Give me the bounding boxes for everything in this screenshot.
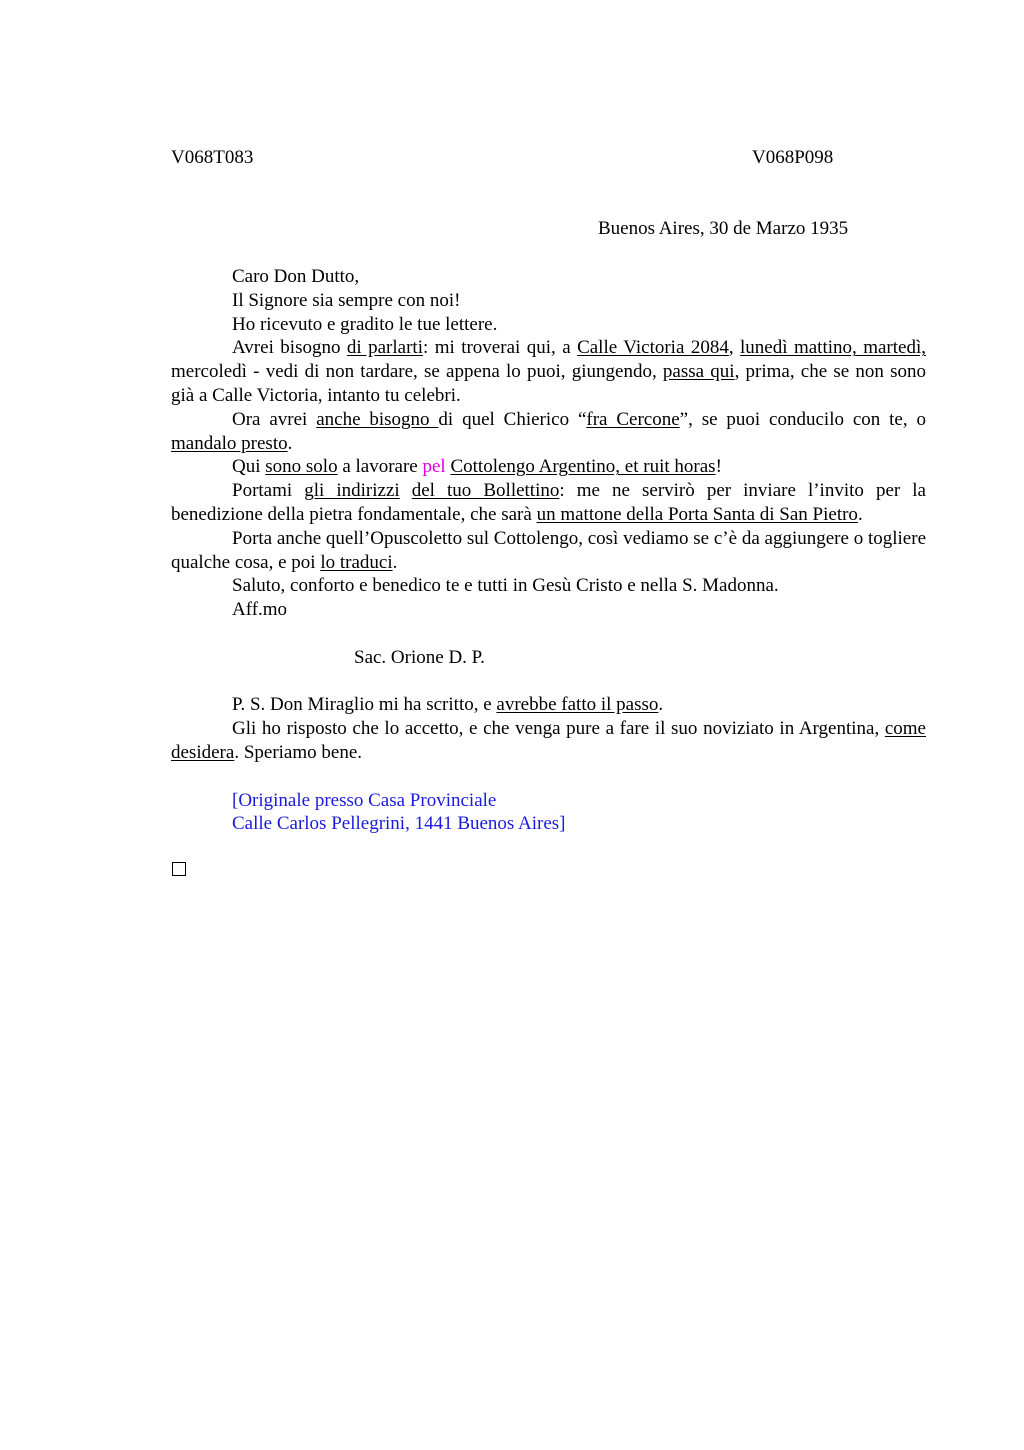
underlined-phrase: come desidera <box>171 718 926 763</box>
paragraph-addresses <box>171 479 926 527</box>
underlined-name: fra Cercone <box>586 408 680 430</box>
underlined-phrase: del tuo Bollettino <box>411 480 560 502</box>
underlined-phrase: anche bisogno <box>316 408 439 430</box>
spacer <box>171 765 926 789</box>
greeting-line: Saluto, conforto e benedico te e tutti in Gesù Cristo e nella S. Madonna. <box>232 575 779 597</box>
text-run: , <box>728 337 741 359</box>
underlined-phrase: di parlarti <box>346 337 423 359</box>
underlined-phrase: passa qui <box>662 361 735 383</box>
spacer <box>171 622 926 646</box>
signature: Sac. Orione D. P. <box>354 646 485 668</box>
underlined-days: lunedì mattino, martedì, <box>740 337 926 359</box>
received-line: Ho ricevuto e gradito le tue lettere. <box>232 313 498 335</box>
postscript-line1 <box>171 693 926 717</box>
underlined-phrase: sono solo <box>265 456 338 478</box>
text-run: . <box>658 694 664 716</box>
paragraph-meeting <box>171 336 926 407</box>
paragraph-booklet <box>171 527 926 575</box>
document-code-left: V068T083 <box>171 147 254 168</box>
text-run: . <box>287 432 293 454</box>
text-run: Porta anche quell’Opuscoletto sul Cottolengo, così vediamo se c’è da aggiungere o togliere qualche cosa, e poi <box>171 527 926 573</box>
underlined-address: Calle Victoria 2084 <box>577 337 729 359</box>
highlighted-word: pel <box>422 456 446 478</box>
text-run: Gli ho risposto che lo accetto, e che venga pure a fare il suo noviziato in Argentina, <box>232 718 885 740</box>
text-run: . <box>857 503 863 525</box>
paragraph-cleric <box>171 408 926 456</box>
letter-body <box>171 265 926 836</box>
underlined-phrase: avrebbe fatto il passo <box>496 694 659 716</box>
text-run: Avrei bisogno <box>232 337 347 359</box>
text-run: a lavorare <box>337 456 423 478</box>
text-run: : mi troverai qui, a <box>422 337 578 359</box>
underlined-phrase: lo traduci <box>320 551 393 573</box>
text-run: ”, se puoi conducilo con te, o <box>679 408 926 430</box>
text-run: , prima, che se non sono già a Calle Victoria, intanto tu celebri. <box>171 361 926 406</box>
archive-note-line2: Calle Carlos Pellegrini, 1441 Buenos Aires] <box>232 813 566 835</box>
text-run: Ora avrei <box>232 408 317 430</box>
underlined-phrase: mandalo presto <box>171 432 288 454</box>
text-run: ! <box>715 456 722 478</box>
text-run: : me ne servirò per inviare l’invito per la benedizione della pietra fondamentale, che sarà <box>171 480 926 525</box>
spacer <box>171 670 926 694</box>
document-code-right: V068P098 <box>752 147 834 168</box>
salutation: Caro Don Dutto, <box>232 266 360 287</box>
letter-date: Buenos Aires, 30 de Marzo 1935 <box>598 218 849 239</box>
text-run <box>400 480 412 501</box>
text-run: P. S. Don Miraglio mi ha scritto, e <box>232 694 497 716</box>
underlined-phrase: Cottolengo Argentino, et ruit horas <box>450 456 716 478</box>
text-run: . Speriamo bene. <box>234 741 362 763</box>
text-run: . <box>392 551 398 573</box>
text-run: Portami <box>232 480 305 502</box>
text-run: di quel Chierico “ <box>438 408 587 430</box>
underlined-phrase: un mattone della Porta Santa di San Pietro <box>536 503 858 525</box>
text-run: mercoledì - vedi di non tardare, se appena lo puoi, giungendo, <box>171 361 663 383</box>
paragraph-working <box>171 455 926 479</box>
square-icon <box>172 862 186 876</box>
text-run: Qui <box>232 456 266 478</box>
archive-note-line1: [Originale presso Casa Provinciale <box>232 789 497 811</box>
blessing-line: Il Signore sia sempre con noi! <box>232 289 461 311</box>
closing-line: Aff.mo <box>232 599 288 621</box>
postscript-line2 <box>171 717 926 765</box>
underlined-phrase: gli indirizzi <box>304 480 400 502</box>
